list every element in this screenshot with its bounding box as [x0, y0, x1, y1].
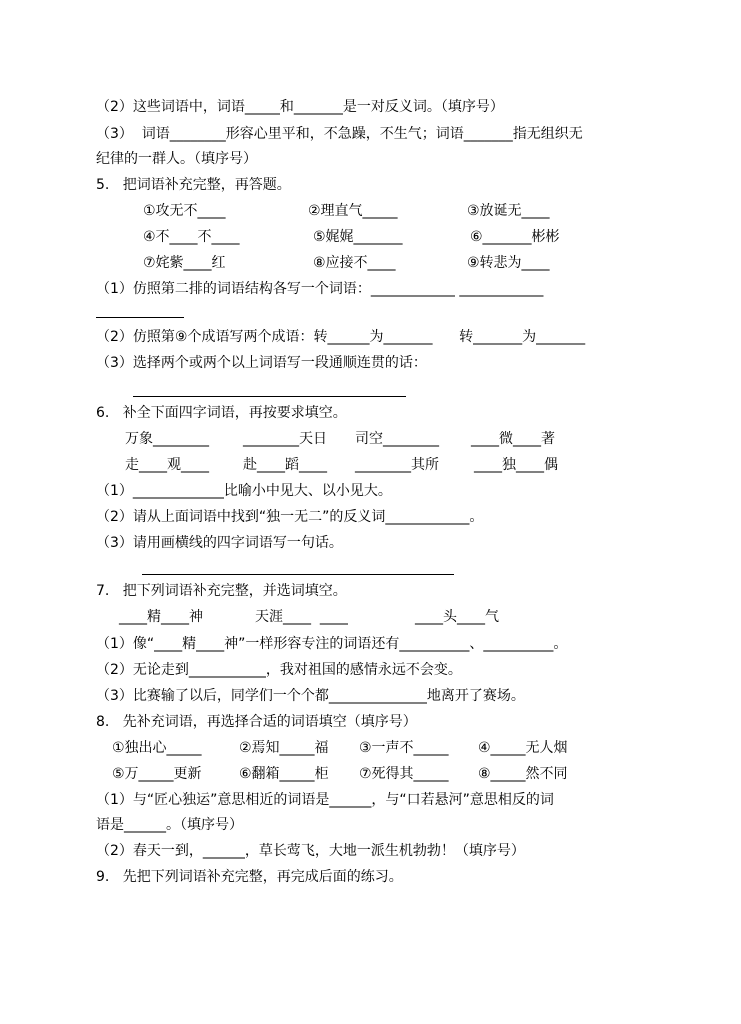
- q8-idiom-3: ③一声不_____: [359, 740, 449, 756]
- q5-idiom-6: ⑥_______彬彬: [470, 229, 560, 245]
- q4-item-2: （2）这些词语中，词语_____和_______是一对反义词。（填序号）: [96, 99, 504, 115]
- q7-idiom-3: ____头____气: [415, 609, 499, 625]
- q7-sub-3: （3）比赛输了以后，同学们一个个都______________地离开了赛场。: [96, 688, 525, 704]
- q5-idiom-5: ⑤娓娓_______: [313, 229, 403, 245]
- q8-sub-1: （1）与“匠心独运”意思相近的词语是______，与“口若悬河”意思相反的词: [96, 792, 554, 808]
- q5-idiom-3: ③放诞无____: [467, 203, 550, 219]
- q5-idiom-2: ②理直气_____: [308, 203, 398, 219]
- q8-idiom-4: ④_____无人烟: [478, 740, 568, 756]
- q5-sub-1: （1）仿照第二排的词语结构各写一个词语：____________ ____________: [96, 281, 544, 297]
- q8-idiom-2: ②焉知_____福: [239, 740, 329, 756]
- q6-sub-3: （3）请用画横线的四字词语写一句话。: [96, 535, 343, 551]
- q8-idiom-5: ⑤万_____更新: [112, 766, 202, 782]
- q7-idiom-2: 天涯____ ____: [255, 609, 348, 625]
- q6-idiom-4: ____微____著: [471, 431, 555, 447]
- q8-idiom-8: ⑧_____然不同: [478, 766, 568, 782]
- q6-idiom-6: 赴____蹈____: [243, 457, 327, 473]
- q5-idiom-9: ⑨转悲为____: [467, 255, 550, 271]
- q6-idiom-3: 司空________: [355, 431, 439, 447]
- q8-heading: 8. 先补充词语，再选择合适的词语填空（填序号）: [96, 714, 417, 730]
- q4-item-3: （3） 词语________形容心里平和，不急躁，不生气；词语_______指无组织无: [96, 126, 583, 142]
- q7-idiom-1: ____精____神: [119, 609, 203, 625]
- answer-line: [133, 396, 406, 397]
- q6-idiom-7: ________其所: [355, 457, 439, 473]
- q8-sub-1-continued: 语是______。（填序号）: [96, 817, 243, 833]
- q7-heading: 7. 把下列词语补充完整，并选词填空。: [96, 583, 347, 599]
- q5-idiom-4: ④不____不____: [143, 229, 240, 245]
- q6-idiom-1: 万象________: [125, 431, 209, 447]
- q8-sub-2: （2）春天一到，______，草长莺飞，大地一派生机勃勃！（填序号）: [96, 843, 525, 859]
- q6-sub-1: （1）_____________比喻小中见大、以小见大。: [96, 483, 392, 499]
- q5-sub-3: （3）选择两个或两个以上词语写一段通顺连贯的话：: [96, 355, 427, 371]
- q6-idiom-8: ____独____偶: [474, 457, 558, 473]
- q8-idiom-1: ①独出心_____: [112, 740, 202, 756]
- q8-idiom-6: ⑥翻箱_____柜: [239, 766, 329, 782]
- q6-heading: 6. 补全下面四字词语，再按要求填空。: [96, 405, 347, 421]
- q5-idiom-8: ⑧应接不____: [313, 255, 396, 271]
- q8-idiom-7: ⑦死得其_____: [359, 766, 449, 782]
- q7-sub-1: （1）像“____精____神”一样形容专注的词语还有__________、__________。: [96, 636, 568, 652]
- q5-sub-2: （2）仿照第⑨个成语写两个成语：转______为_______ 转_______为_______: [96, 329, 586, 345]
- q4-item-3-continued: 纪律的一群人。（填序号）: [96, 151, 257, 167]
- q6-idiom-5: 走____观____: [125, 457, 209, 473]
- q7-sub-2: （2）无论走到___________，我对祖国的感情永远不会变。: [96, 662, 462, 678]
- q6-sub-2: （2）请从上面词语中找到“独一无二”的反义词____________。: [96, 509, 484, 525]
- answer-line: [142, 574, 454, 575]
- q9-heading: 9. 先把下列词语补充完整，再完成后面的练习。: [96, 869, 403, 885]
- q6-idiom-2: ________天日: [243, 431, 327, 447]
- q5-heading: 5. 把词语补充完整，再答题。: [96, 177, 291, 193]
- q5-idiom-1: ①攻无不____: [143, 203, 226, 219]
- answer-line: [96, 317, 184, 318]
- q5-idiom-7: ⑦姹紫____红: [143, 255, 226, 271]
